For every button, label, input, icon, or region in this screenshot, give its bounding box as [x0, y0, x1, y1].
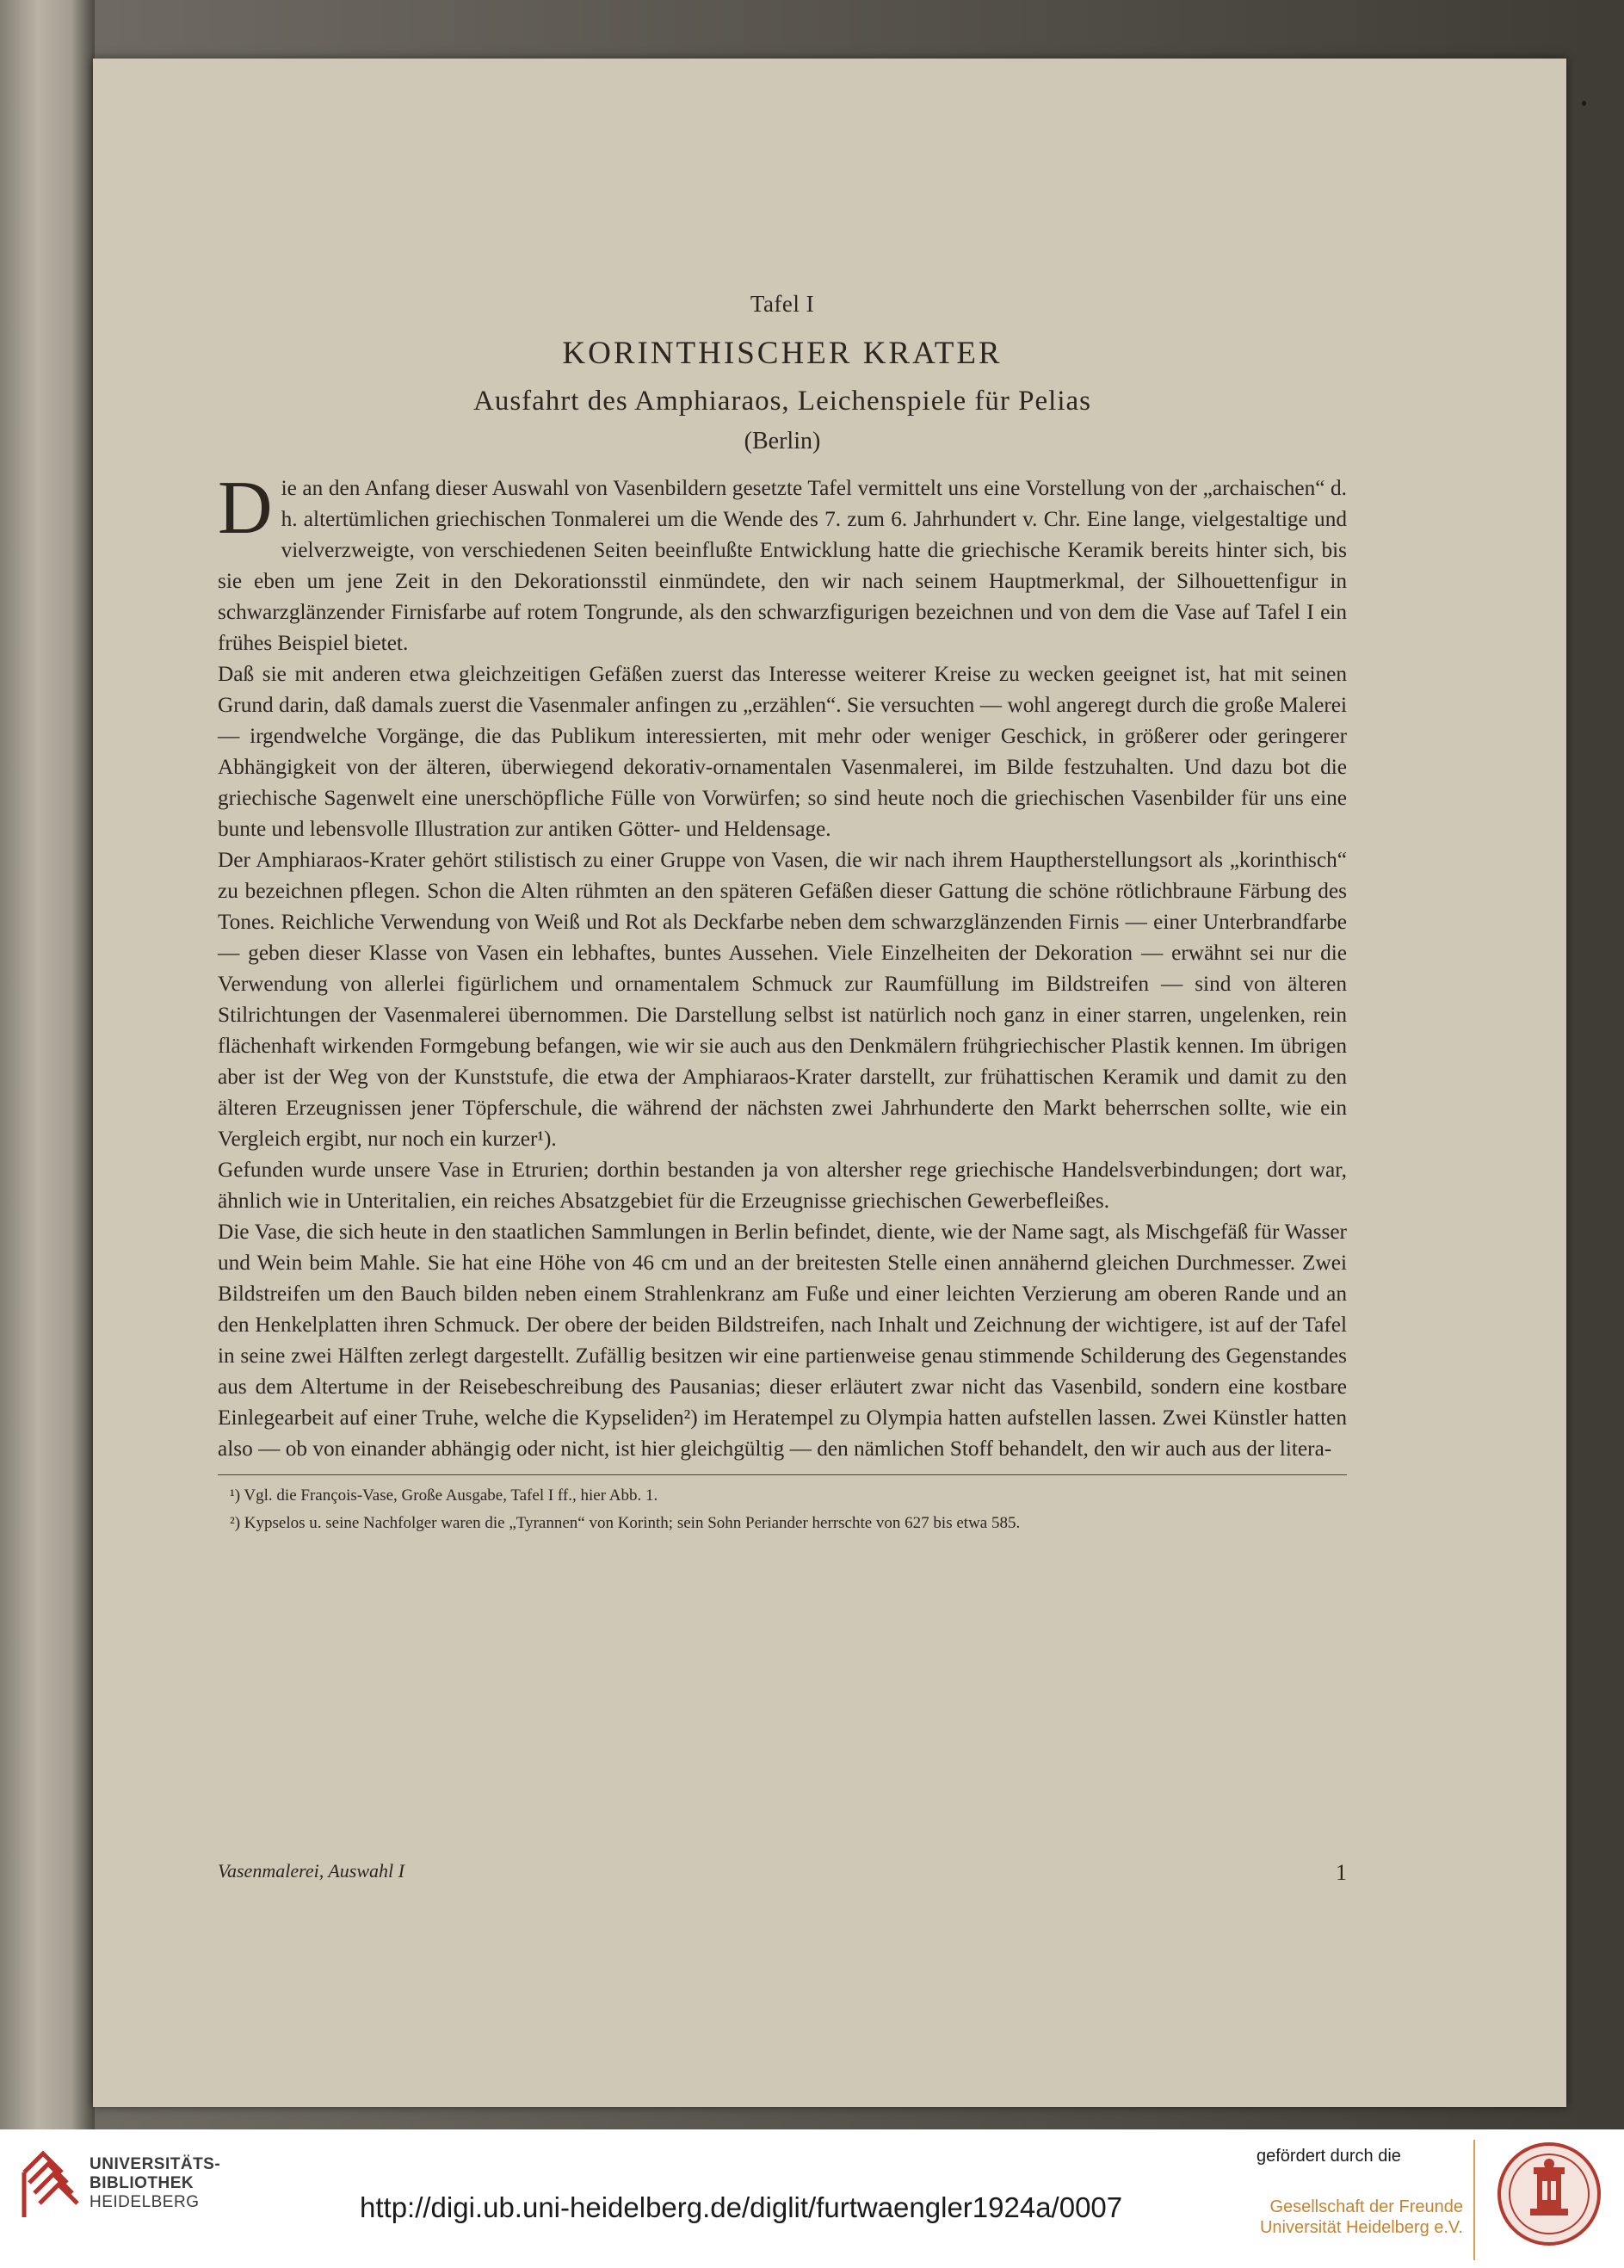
permalink-url[interactable]: http://digi.ub.uni-heidelberg.de/diglit/furtwaengler1924a/0007 [360, 2191, 1123, 2223]
footnotes [218, 1484, 1347, 1536]
paragraph: Der Amphiaraos-Krater gehört stilistisch zu einer Gruppe von Vasen, die wir nach ihrem Hauptherstellungsort als „korinthisch“ zu bezeichnen pflegen. Schon die Alten rühmten an den späteren Gefäßen dieser Gattung die schöne rötlichbraune Färbung des Tones. Reichliche Verwendung von Weiß und Rot als Deckfarbe neben dem schwarzglänzenden Firnis — einer Unterbrandfarbe — geben dieser Klasse von Vasen ein lebhaftes, buntes Aussehen. Viele Einzelheiten der Dekoration — erwähnt sei nur die Verwendung von allerlei figürlichem und ornamentalem Schmuck zur Raumfüllung im Bildstreifen — sind von älteren Stilrichtungen der Vasenmalerei übernommen. Die Darstellung selbst ist natürlich noch ganz in einer starren, ungelenken, rein flächenhaft wirkenden Formgebung befangen, wie wir sie auch aus den Denkmälern frühgriechischer Plastik kennen. Im übrigen aber ist der Weg von der Kunststufe, die etwa der Amphiaraos-Krater darstellt, zur frühattischen Keramik und damit zu den älteren Erzeugnissen jener Töpferschule, die während der nächsten zwei Jahrhunderte den Markt beherrschen sollte, wie ein Vergleich ergibt, nur noch ein kurzer¹). [218, 848, 1347, 1151]
sponsor-line: Universität Heidelberg e.V. [1259, 2218, 1463, 2237]
university-seal-icon[interactable] [1496, 2138, 1602, 2250]
book-edge [0, 0, 95, 2129]
page-title: KORINTHISCHER KRATER [562, 336, 1003, 371]
plate-label: Tafel I [750, 291, 815, 317]
logo-line: UNIVERSITÄTS- [90, 2155, 221, 2173]
running-footer: Vasenmalerei, Auswahl I [218, 1860, 404, 1882]
drop-cap: D [218, 467, 273, 550]
ub-logo-text[interactable] [90, 2155, 220, 2212]
location-label: (Berlin) [744, 428, 821, 454]
paragraph: Gefunden wurde unsere Vase in Etrurien; dorthin bestanden ja von altersher rege griechische Handelsverbindungen; dort war, ähnlich wie in Unteritalien, ein reiches Absatzgebiet für die Erzeugnisse griechischen Gewerbefleißes. [218, 1158, 1347, 1213]
body-text [218, 467, 1347, 1464]
logo-line: HEIDELBERG [90, 2193, 200, 2211]
logo-line: BIBLIOTHEK [90, 2174, 195, 2192]
page-speck [1582, 101, 1586, 106]
sponsor-name[interactable] [1257, 2197, 1463, 2238]
paragraph: Daß sie mit anderen etwa gleichzeitigen Gefäßen zuerst das Interesse weiterer Kreise zu wecken geeignet ist, hat mit seinen Grund darin, daß damals zuerst die Vasenmaler anfingen zu „erzählen“. Sie versuchten — wohl angeregt durch die große Malerei — irgendwelche Vorgänge, die das Publikum interessierten, mit mehr oder weniger Geschick, in größerer oder geringerer Abhängigkeit von der älteren, überwiegend dekorativ-ornamentalen Vasenmalerei, im Bilde festzuhalten. Und dazu bot die griechische Sagenwelt eine unerschöpfliche Fülle von Vorwürfen; so sind heute noch die griechischen Vasenbilder für uns eine bunte und lebensvolle Illustration zur antiken Götter- und Heldensage. [218, 662, 1347, 841]
page-footer [218, 1860, 1347, 1891]
page-content [218, 291, 1347, 1539]
ub-heidelberg-logo-icon[interactable] [17, 2138, 86, 2224]
footnote: ¹) Vgl. die François-Vase, Große Ausgabe, Tafel I ff., hier Abb. 1. [230, 1486, 658, 1505]
footnote: ²) Kypselos u. seine Nachfolger waren die „Tyrannen“ von Korinth; sein Sohn Periander herrschte von 627 bis etwa 585. [230, 1514, 1021, 1532]
sponsor-divider [1473, 2140, 1475, 2260]
book-page [93, 59, 1566, 2107]
page-number: 1 [1336, 1860, 1347, 1885]
sponsor-line: Gesellschaft der Freunde [1269, 2197, 1463, 2216]
paragraph [218, 467, 1347, 658]
paragraph: Die Vase, die sich heute in den staatlichen Sammlungen in Berlin befindet, diente, wie der Name sagt, als Mischgefäß für Wasser und Wein beim Mahle. Sie hat eine Höhe von 46 cm und an der breitesten Stelle einen annähernd gleichen Durchmesser. Zwei Bildstreifen um den Bauch bilden neben einem Strahlenkranz am Fuße und einer leichten Verzierung am oberen Rande und an den Henkelplatten ihren Schmuck. Der obere der beiden Bildstreifen, nach Inhalt und Zeichnung der wichtigere, ist auf der Tafel in seine zwei Hälften zerlegt dargestellt. Zufällig besitzen wir eine partienweise genau stimmende Schilderung des Gegenstandes aus dem Altertume in der Reisebeschreibung des Pausanias; dieser erläutert zwar nicht das Vasenbild, sondern eine kostbare Einlegearbeit auf einer Truhe, welche die Kypseliden²) im Heratempel zu Olympia hatten aufstellen lassen. Zwei Künstler hatten also — ob von einander abhängig oder nicht, ist hier gleichgültig — den nämlichen Stoff behandelt, den wir auch aus der litera- [218, 1220, 1347, 1461]
footnote-divider [218, 1474, 1347, 1475]
paragraph-text: ie an den Anfang dieser Auswahl von Vasenbildern gesetzte Tafel vermittelt uns eine Vorstellung von der „archaischen“ d. h. altertümlichen griechischen Tonmalerei um die Wende des 7. zum 6. Jahrhundert v. Chr. Eine lange, vielgestaltige und vielverzweigte, von verschiedenen Seiten beeinflußte Entwicklung hatte die griechische Keramik bereits hinter sich, bis sie eben um jene Zeit in den Dekorationsstil einmündete, den wir nach seinem Hauptmerkmal, der Silhouettenfigur in schwarzglänzender Firnisfarbe auf rotem Tongrunde, als den schwarzfigurigen bezeichnen und von dem die Vase auf Tafel I ein frühes Beispiel bietet. [218, 476, 1347, 655]
funded-by-label: gefördert durch die [1257, 2147, 1401, 2166]
page-subtitle: Ausfahrt des Amphiaraos, Leichenspiele für Pelias [473, 386, 1091, 417]
